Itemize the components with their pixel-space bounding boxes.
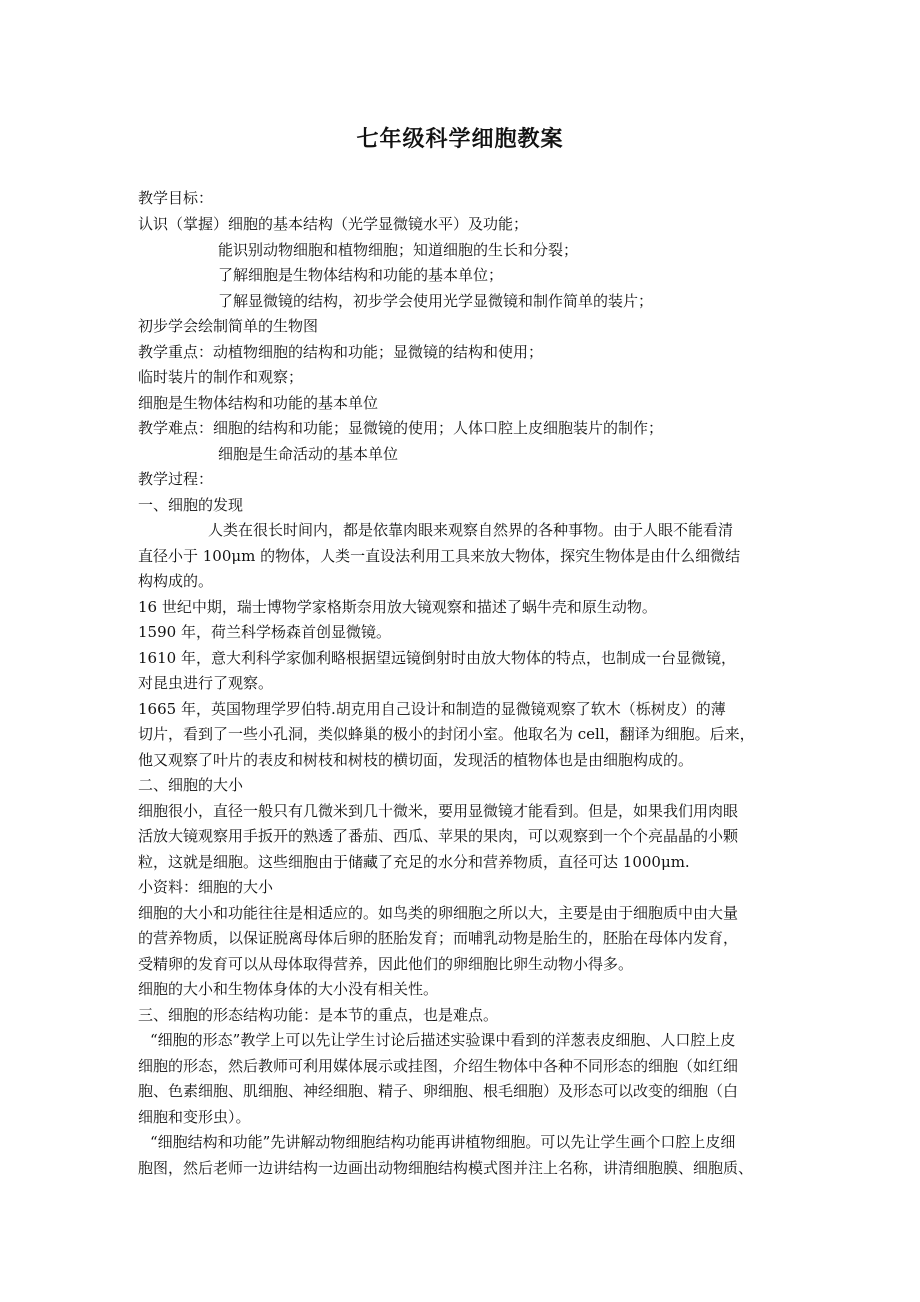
text-line: 细胞的形态，然后教师可利用媒体展示或挂图，介绍生物体中各种不同形态的细胞（如红细 xyxy=(138,1057,739,1075)
text-line: “细胞结构和功能”先讲解动物细胞结构功能再讲植物细胞。可以先让学生画个口腔上皮细 xyxy=(150,1133,736,1151)
text-line: 切片，看到了一些小孔洞，类似蜂巢的极小的封闭小室。他取名为 cell，翻译为细胞。后来， xyxy=(138,725,755,743)
text-line: 受精卵的发育可以从母体取得营养，因此他们的卵细胞比卵生动物小得多。 xyxy=(138,955,634,973)
text-line: 人类在很长时间内，都是依靠肉眼来观察自然界的各种事物。由于人眼不能看清 xyxy=(208,521,734,539)
text-line: 1665 年，英国物理学罗伯特.胡克用自己设计和制造的显微镜观察了软木（栎树皮）的薄 xyxy=(138,700,726,718)
text-line: 认识（掌握）细胞的基本结构（光学显微镜水平）及功能； xyxy=(138,215,529,233)
text-line: 1590 年，荷兰科学杨森首创显微镜。 xyxy=(138,623,391,641)
text-line: 1610 年，意大利科学家伽利略根据望远镜倒射时由放大物体的特点，也制成一台显微镜， xyxy=(138,649,736,667)
text-line: 能识别动物细胞和植物细胞；知道细胞的生长和分裂； xyxy=(218,241,579,259)
text-line: 初步学会绘制简单的生物图 xyxy=(138,317,319,335)
text-line: 细胞的大小和功能往往是相适应的。如鸟类的卵细胞之所以大，主要是由于细胞质中由大量 xyxy=(138,904,739,922)
text-line: 了解细胞是生物体结构和功能的基本单位； xyxy=(218,266,504,284)
text-line: 教学目标： xyxy=(138,189,214,207)
text-line: 细胞的大小和生物体身体的大小没有相关性。 xyxy=(138,980,439,998)
text-line: 他又观察了叶片的表皮和树枝和树枝的横切面，发现活的植物体也是由细胞构成的。 xyxy=(138,751,694,769)
document-title: 七年级科学细胞教案 xyxy=(356,127,564,152)
text-line: 粒，这就是细胞。这些细胞由于储藏了充足的水分和营养物质，直径可达 1000μm. xyxy=(138,853,690,871)
text-line: 细胞和变形虫）。 xyxy=(138,1108,251,1126)
section-heading: 三、细胞的形态结构功能：是本节的重点，也是难点。 xyxy=(138,1006,499,1024)
text-line: 直径小于 100μm 的物体，人类一直设法利用工具来放大物体，探究生物体是由什么细微结 xyxy=(138,547,741,565)
text-line: 小资料：细胞的大小 xyxy=(138,878,274,896)
section-heading: 一、细胞的发现 xyxy=(138,496,244,514)
text-line: 对昆虫进行了观察。 xyxy=(138,674,274,692)
text-line: 了解显微镜的结构，初步学会使用光学显微镜和制作简单的装片； xyxy=(218,292,654,310)
text-line: 胞、色素细胞、肌细胞、神经细胞、精子、卵细胞、根毛细胞）及形态可以改变的细胞（白 xyxy=(138,1082,739,1100)
section-heading: 二、细胞的大小 xyxy=(138,776,244,794)
text-line: 16 世纪中期，瑞士博物学家格斯奈用放大镜观察和描述了蜗牛壳和原生动物。 xyxy=(138,598,657,616)
text-line: 临时装片的制作和观察； xyxy=(138,368,304,386)
text-line: “细胞的形态”教学上可以先让学生讨论后描述实验课中看到的洋葱表皮细胞、人口腔上皮 xyxy=(150,1031,736,1049)
text-line: 教学难点：细胞的结构和功能；显微镜的使用；人体口腔上皮细胞装片的制作； xyxy=(138,419,664,437)
text-line: 胞图，然后老师一边讲结构一边画出动物细胞结构模式图并注上名称，讲清细胞膜、细胞质、 xyxy=(138,1159,754,1177)
text-line: 细胞是生物体结构和功能的基本单位 xyxy=(138,394,379,412)
text-line: 活放大镜观察用手扳开的熟透了番茄、西瓜、苹果的果肉，可以观察到一个个亮晶晶的小颗 xyxy=(138,827,739,845)
text-line: 构构成的。 xyxy=(138,572,214,590)
text-line: 教学重点：动植物细胞的结构和功能；显微镜的结构和使用； xyxy=(138,343,544,361)
text-line: 细胞是生命活动的基本单位 xyxy=(218,445,399,463)
text-line: 的营养物质，以保证脱离母体后卵的胚胎发育；而哺乳动物是胎生的，胚胎在母体内发育， xyxy=(138,929,739,947)
text-line: 教学过程： xyxy=(138,470,214,488)
text-line: 细胞很小，直径一般只有几微米到几十微米，要用显微镜才能看到。但是，如果我们用肉眼 xyxy=(138,802,739,820)
